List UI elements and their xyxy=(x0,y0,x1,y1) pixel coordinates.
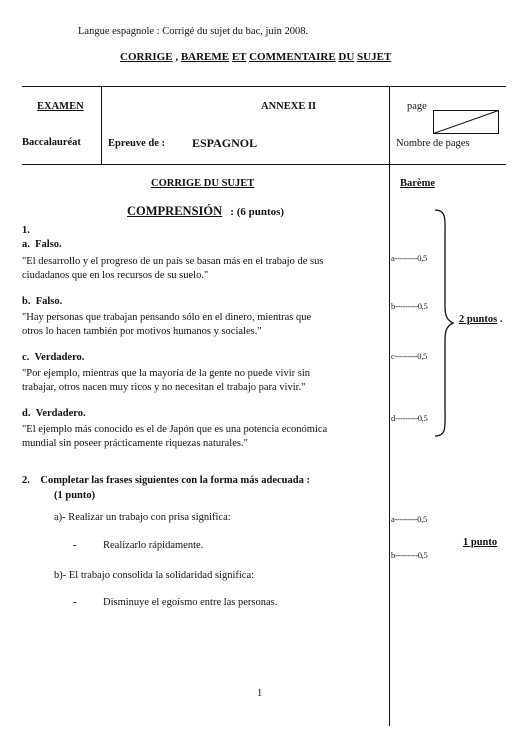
document-source-line: Langue espagnole : Corrigé du sujet du bac, juin 2008. xyxy=(78,26,309,37)
page-number: 1 xyxy=(257,688,263,699)
title-word: , xyxy=(175,51,179,63)
bareme-column-divider xyxy=(389,86,390,726)
title-word: ET xyxy=(231,51,247,63)
nombre-pages-label: Nombre de pages xyxy=(396,138,470,149)
title-word: BAREME xyxy=(180,51,230,63)
answer-verdict-a: a. Falso. xyxy=(22,239,62,250)
answer-verdict-b: b. Falso. xyxy=(22,296,63,307)
score-2a: a---------0,5 xyxy=(391,514,427,524)
score-d: d---------0,5 xyxy=(391,413,428,423)
answer-a: Realizarlo rápidamente. xyxy=(103,540,204,551)
title-word: CORRIGE xyxy=(120,51,173,63)
table-divider-left xyxy=(101,86,102,164)
question-number: 1. xyxy=(22,225,30,236)
score-a: a---------0,5 xyxy=(391,253,427,263)
answer-quote-c: "Por ejemplo, mientras que la mayoría de la gente no puede vivir sin trabajar, otros nacen muy ricos y no necesitan el trabajo para vivir." xyxy=(22,368,310,393)
annexe-label: ANNEXE II xyxy=(261,101,317,112)
document-title xyxy=(120,51,391,63)
q1-total-points: 2 puntos . xyxy=(459,314,503,325)
title-word: DU xyxy=(338,51,355,63)
bullet-dash: - xyxy=(73,597,77,608)
title-word: SUJET xyxy=(357,51,392,63)
answer-verdict-c: c. Verdadero. xyxy=(22,352,85,363)
grouping-brace xyxy=(433,208,457,438)
bareme-label: Barème xyxy=(400,178,435,189)
corrige-title: CORRIGE DU SUJET xyxy=(151,178,255,189)
table-bottom-border xyxy=(22,164,506,165)
score-b: b---------0,5 xyxy=(391,301,428,311)
bullet-dash: - xyxy=(73,540,77,551)
score-c: c---------0,5 xyxy=(391,351,427,361)
subject-name: ESPAGNOL xyxy=(192,136,258,150)
q2-total-points: 1 punto xyxy=(463,537,498,548)
answer-quote-a: "El desarrollo y el progreso de un país se basan más en el trabajo de sus ciudadanos que en los recursos de su suelo." xyxy=(22,256,324,281)
question2-points: (1 punto) xyxy=(54,490,96,501)
answer-quote-b: "Hay personas que trabajan pensando sólo en el dinero, mientras que otros lo hacen también por motivos humanos y sociales." xyxy=(22,312,312,337)
epreuve-label: Epreuve de : xyxy=(108,138,165,149)
comprension-points: : (6 puntos) xyxy=(230,206,285,218)
prompt-a: a)- Realizar un trabajo con prisa significa: xyxy=(54,512,231,523)
page-box xyxy=(433,110,499,134)
examen-label: EXAMEN xyxy=(37,101,84,112)
question2-instruction: 2. Completar las frases siguientes con la forma más adecuada : xyxy=(22,475,310,486)
answer-verdict-d: d. Verdadero. xyxy=(22,408,86,419)
prompt-b: b)- El trabajo consolida la solidaridad significa: xyxy=(54,570,255,581)
page-label: page xyxy=(407,101,427,112)
answer-b: Disminuye el egoísmo entre las personas. xyxy=(103,597,278,608)
table-top-border xyxy=(22,86,506,87)
answer-quote-d: "El ejemplo más conocido es el de Japón que es una potencia económica mundial sin poseer prácticamente riquezas naturales." xyxy=(22,424,328,449)
score-2b: b---------0,5 xyxy=(391,550,428,560)
title-word: COMMENTAIRE xyxy=(249,51,336,63)
comprension-heading xyxy=(127,204,284,219)
baccalaureat-label: Baccalauréat xyxy=(22,137,81,148)
comprension-title: COMPRENSIÓN xyxy=(127,204,223,218)
